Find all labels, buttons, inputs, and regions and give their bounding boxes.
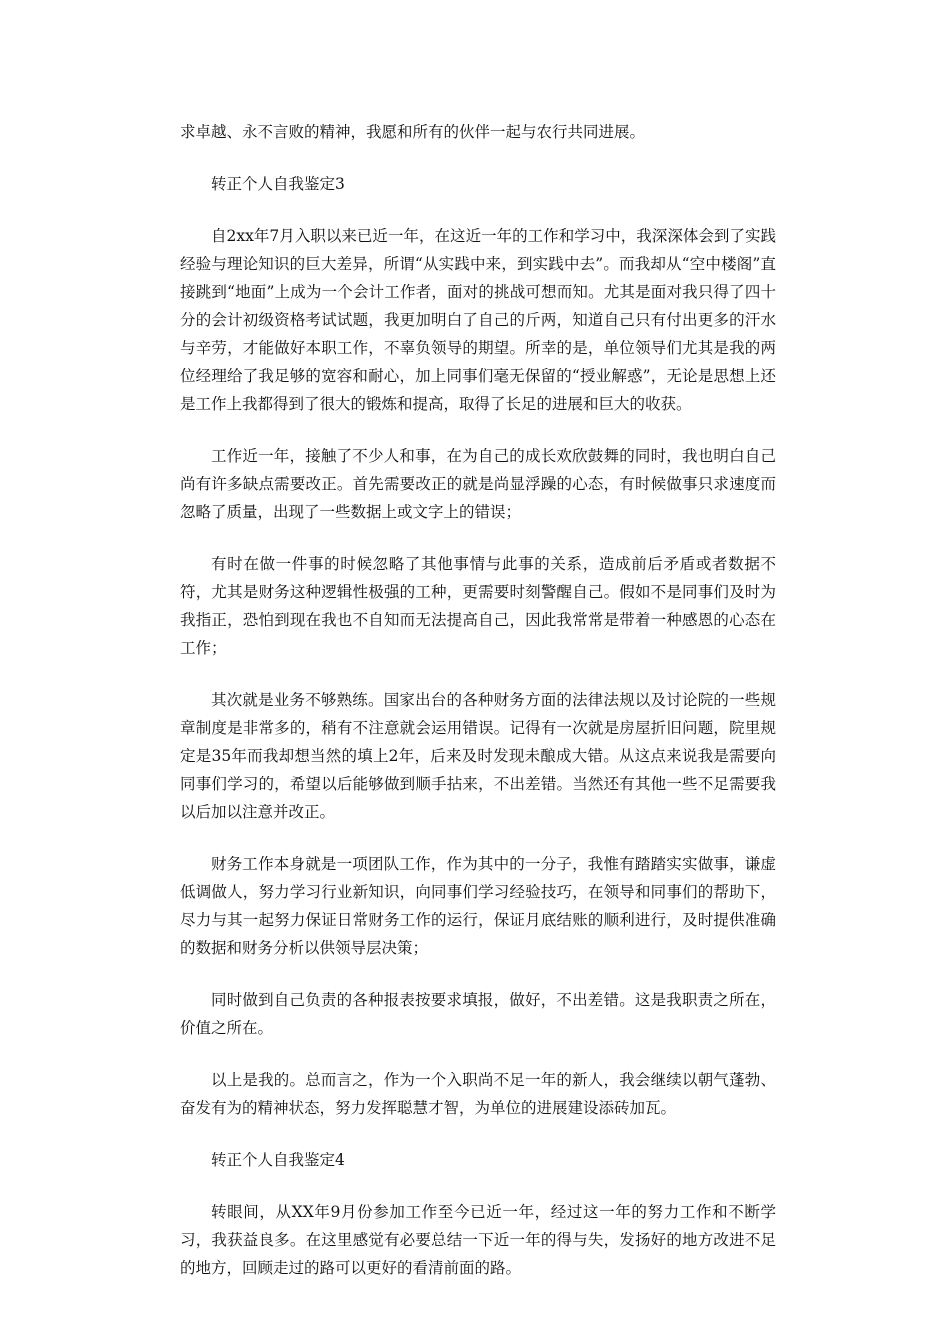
section-heading-3: 转正个人自我鉴定3 <box>211 175 345 193</box>
paragraph: 其次就是业务不够熟练。国家出台的各种财务方面的法律法规以及讨论院的一些规章制度是非常多的，稍有不注意就会运用错误。记得有一次就是房屋折旧问题，院里规定是35年而我却想当然的填上2年，后来及时发现未酿成大错。从这点来说我是需要向同事们学习的，希望以后能够做到顺手拈来，不出差错。当然还有其他一些不足需要我以后加以注意并改正。 <box>180 691 776 821</box>
paragraph: 工作近一年，接触了不少人和事，在为自己的成长欢欣鼓舞的同时，我也明白自己尚有许多缺点需要改正。首先需要改正的就是尚显浮躁的心态，有时候做事只求速度而忽略了质量，出现了一些数据上或文字上的错误； <box>180 447 776 521</box>
document-body <box>180 118 776 1306</box>
section-heading-4: 转正个人自我鉴定4 <box>211 1151 345 1169</box>
paragraph: 有时在做一件事的时候忽略了其他事情与此事的关系，造成前后矛盾或者数据不符，尤其是财务这种逻辑性极强的工种，更需要时刻警醒自己。假如不是同事们及时为我指正，恐怕到现在我也不自知而无法提高自己，因此我常常是带着一种感恩的心态在工作； <box>180 555 776 657</box>
paragraph: 转眼间，从XX年9月份参加工作至今已近一年，经过这一年的努力工作和不断学习，我获益良多。在这里感觉有必要总结一下近一年的得与失，发扬好的地方改进不足的地方，回顾走过的路可以更好的看清前面的路。 <box>180 1203 776 1277</box>
paragraph: 以上是我的。总而言之，作为一个入职尚不足一年的新人，我会继续以朝气蓬勃、奋发有为的精神状态，努力发挥聪慧才智，为单位的进展建设添砖加瓦。 <box>180 1071 776 1117</box>
paragraph: 自2xx年7月入职以来已近一年，在这近一年的工作和学习中，我深深体会到了实践经验与理论知识的巨大差异，所谓“从实践中来，到实践中去”。而我却从“空中楼阁”直接跳到“地面”上成为一个会计工作者，面对的挑战可想而知。尤其是面对我只得了四十分的会计初级资格考试试题，我更加明白了自己的斤两，知道自己只有付出更多的汗水与辛劳，才能做好本职工作，不辜负领导的期望。所幸的是，单位领导们尤其是我的两位经理给了我足够的宽容和耐心，加上同事们毫无保留的“授业解惑”，无论是思想上还是工作上我都得到了很大的锻炼和提高，取得了长足的进展和巨大的收获。 <box>180 227 776 413</box>
paragraph-continuation: 求卓越、永不言败的精神，我愿和所有的伙伴一起与农行共同进展。 <box>180 123 646 141</box>
paragraph: 财务工作本身就是一项团队工作，作为其中的一分子，我惟有踏踏实实做事，谦虚低调做人，努力学习行业新知识，向同事们学习经验技巧，在领导和同事们的帮助下，尽力与其一起努力保证日常财务工作的运行，保证月底结账的顺利进行，及时提供准确的数据和财务分析以供领导层决策； <box>180 855 776 957</box>
paragraph: 同时做到自己负责的各种报表按要求填报，做好，不出差错。这是我职责之所在，价值之所在。 <box>180 991 776 1037</box>
